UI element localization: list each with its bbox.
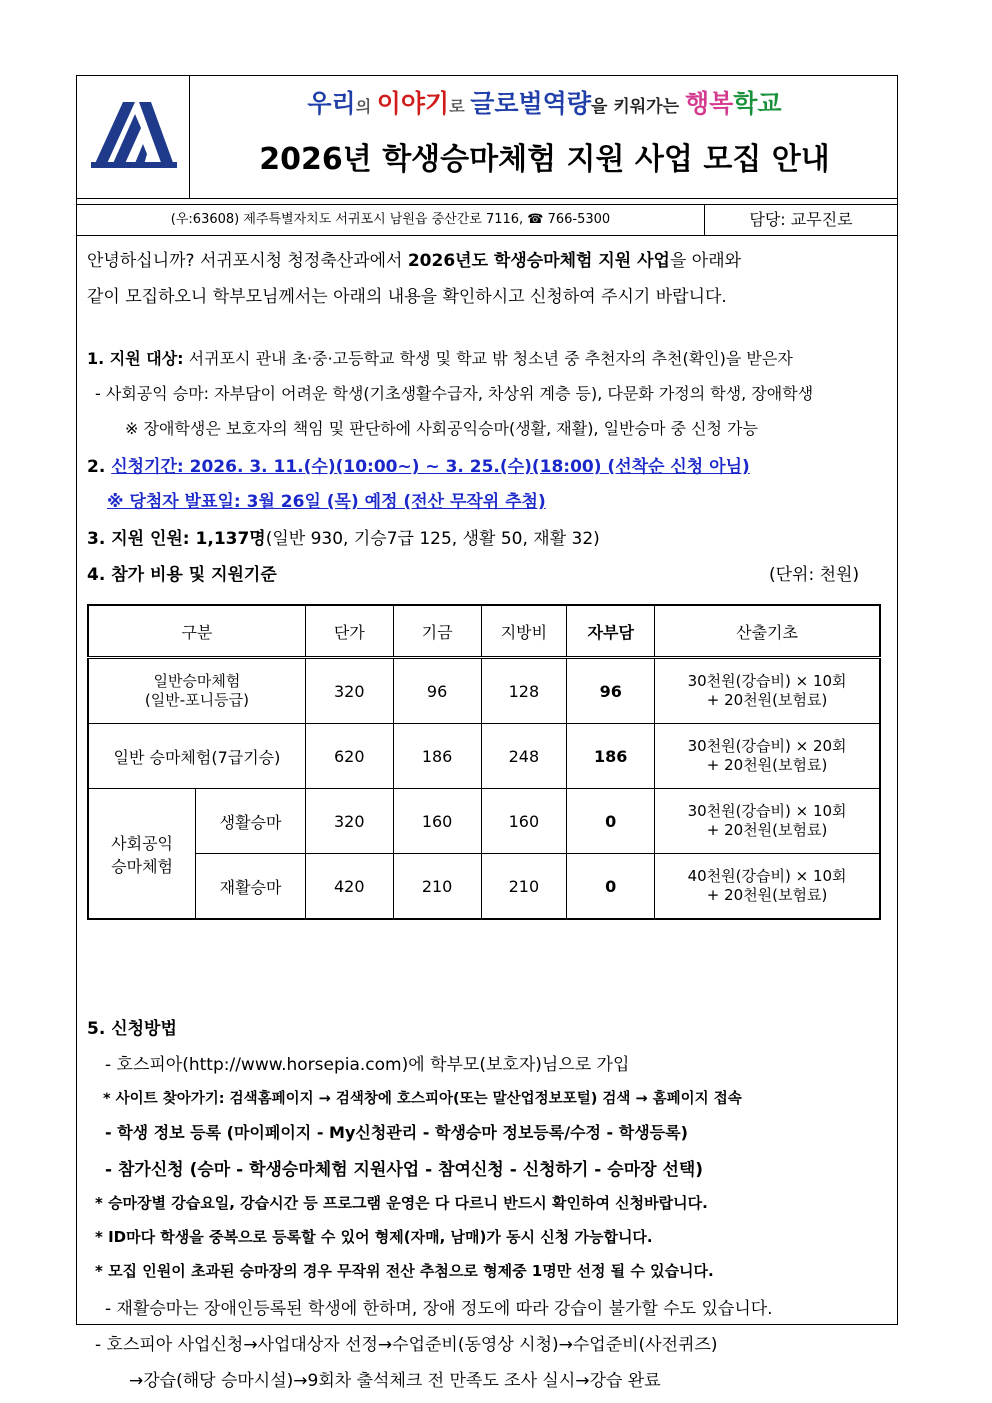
slogan-part: 글로벌역량 <box>470 89 591 118</box>
row-basis-line: + 20천원(보험료) <box>706 821 828 839</box>
row-basis-line: 40천원(강습비) × 10회 <box>687 867 847 885</box>
section-5-line: - 참가신청 (승마 - 학생승마체험 지원사업 - 참여신청 - 신청하기 - 승마장 선택) <box>105 1160 704 1180</box>
header-price: 단가 <box>305 605 393 658</box>
row-self: 0 <box>567 789 655 854</box>
school-logo <box>77 76 190 198</box>
intro-text: 을 아래와 <box>669 251 742 271</box>
section-2-note <box>107 487 546 512</box>
section-1 <box>87 346 793 369</box>
section-3-text: (일반 930, 기승7급 125, 생활 50, 재활 32) <box>265 529 600 549</box>
slogan-part: 을 키워가는 <box>591 97 685 117</box>
row-subcategory: 재활승마 <box>196 854 306 920</box>
row-basis <box>655 724 880 789</box>
section-5-line: * ID마다 학생을 중복으로 등록할 수 있어 형제(자매, 남매)가 동시 신청 가능합니다. <box>95 1228 653 1246</box>
section-2 <box>87 452 750 477</box>
slogan-part: 행복 <box>684 89 734 118</box>
table-row <box>88 789 880 854</box>
row-category-line: (일반-포니등급) <box>144 691 249 709</box>
slogan-part: 우리 <box>307 89 356 118</box>
slogan-part: 학교 <box>733 89 782 118</box>
school-logo-icon <box>77 76 190 198</box>
header <box>77 76 897 199</box>
slogan-part: 로 <box>449 97 471 116</box>
row-fund: 160 <box>393 789 481 854</box>
row-local: 248 <box>481 724 567 789</box>
section-3-label: 3. 지원 인원: 1,137명 <box>87 529 266 549</box>
table-row <box>88 724 880 789</box>
unit-label: (단위: 천원) <box>769 565 860 585</box>
section-3 <box>87 524 600 549</box>
row-basis-line: + 20천원(보험료) <box>706 756 828 774</box>
section-5-line: * 사이트 찾아가기: 검색홈페이지 → 검색창에 호스피아(또는 말산업정보포털) 검색 → 홈페이지 접속 <box>103 1091 742 1107</box>
group-category-line: 승마체험 <box>111 856 173 876</box>
row-basis <box>655 789 880 854</box>
section-5-line: * 승마장별 강습요일, 강습시간 등 프로그램 운영은 다 다르니 반드시 확인하여 신청바랍니다. <box>95 1194 708 1212</box>
row-price: 320 <box>305 789 393 854</box>
row-basis-line: 30천원(강습비) × 20회 <box>687 737 847 755</box>
row-local: 128 <box>481 658 567 724</box>
row-local: 160 <box>481 789 567 854</box>
row-self: 186 <box>567 724 655 789</box>
intro-line-2: 같이 모집하오니 학부모님께서는 아래의 내용을 확인하시고 신청하여 주시기 바랍니다. <box>87 287 727 307</box>
section-1-text: 서귀포시 관내 초·중·고등학교 학생 및 학교 밖 청소년 중 추천자의 추천(확인)을 받은자 <box>183 349 793 368</box>
intro-highlight: 2026년도 학생승마체험 지원 사업 <box>407 251 670 271</box>
row-self: 0 <box>567 854 655 920</box>
school-address: (우:63608) 제주특별자치도 서귀포시 남원읍 중산간로 7116, ☎ 766-5300 <box>77 205 705 235</box>
document-frame <box>76 75 898 1391</box>
row-price: 420 <box>305 854 393 920</box>
group-category-line: 사회공익 <box>111 833 173 853</box>
announcement-date: ※ 당첨자 발표일: 3월 26일 (목) 예정 (전산 무작위 추첨) <box>107 492 546 512</box>
section-5-line: - 학생 정보 등록 (마이페이지 - My신청관리 - 학생승마 정보등록/수정 - 학생등록) <box>105 1123 688 1142</box>
page-title: 2026년 학생승마체험 지원 사업 모집 안내 <box>259 142 830 177</box>
section-4-label: 4. 참가 비용 및 지원기준 <box>87 565 277 585</box>
row-basis-line: 30천원(강습비) × 10회 <box>687 672 847 690</box>
slogan-part: 이야기 <box>376 89 450 118</box>
table-header-row <box>88 605 880 658</box>
header-basis: 산출기초 <box>655 605 880 658</box>
header-fund: 기금 <box>393 605 481 658</box>
manager-label: 담당: 교무진로 <box>749 210 853 229</box>
row-basis-line: + 20천원(보험료) <box>706 886 828 904</box>
section-1-label: 1. 지원 대상: <box>87 349 184 368</box>
section-5-line: - 재활승마는 장애인등록된 학생에 한하며, 장애 정도에 따라 강습이 불가할 수도 있습니다. <box>105 1299 773 1319</box>
section-2-number: 2. <box>87 457 112 477</box>
row-subcategory: 생활승마 <box>196 789 306 854</box>
table-row <box>88 658 880 724</box>
row-basis-line: 30천원(강습비) × 10회 <box>687 802 847 820</box>
intro-line-1 <box>87 246 741 271</box>
section-5-label: 5. 신청방법 <box>87 1019 177 1039</box>
application-period: 신청기간: 2026. 3. 11.(수)(10:00~) ~ 3. 25.(수)(18:00) (선착순 신청 아님) <box>111 457 750 477</box>
header-self: 자부담 <box>567 605 655 658</box>
slogan-part: 의 <box>355 97 377 116</box>
header-local: 지방비 <box>481 605 567 658</box>
row-fund: 186 <box>393 724 481 789</box>
row-price: 620 <box>305 724 393 789</box>
row-basis <box>655 658 880 724</box>
group-category <box>88 789 196 920</box>
row-fund: 96 <box>393 658 481 724</box>
row-category: 일반 승마체험(7급기승) <box>88 724 305 789</box>
intro-text: 안녕하십니까? 서귀포시청 청정축산과에서 <box>87 251 408 271</box>
row-self: 96 <box>567 658 655 724</box>
contact-bar <box>77 204 897 236</box>
section-1-sub-2: ※ 장애학생은 보호자의 책임 및 판단하에 사회공익승마(생활, 재활), 일반승마 중 신청 가능 <box>125 419 758 438</box>
row-basis <box>655 854 880 920</box>
school-slogan <box>192 84 897 120</box>
section-5-line: →강습(해당 승마시설)→9회차 출석체크 전 만족도 조사 실시→강습 완료 <box>129 1371 661 1391</box>
section-5-line: - 호스피아 사업신청→사업대상자 선정→수업준비(동영상 시청)→수업준비(사전퀴즈) <box>95 1335 718 1355</box>
row-category <box>88 658 305 724</box>
section-5-line: - 호스피아(http://www.horsepia.com)에 학부모(보호자)님으로 가입 <box>105 1055 630 1075</box>
row-fund: 210 <box>393 854 481 920</box>
row-category-line: 일반승마체험 <box>153 672 241 690</box>
cost-table <box>87 604 881 920</box>
section-1-sub-1: - 사회공익 승마: 자부담이 어려운 학생(기초생활수급자, 차상위 계층 등), 다문화 가정의 학생, 장애학생 <box>95 384 814 403</box>
header-category: 구분 <box>88 605 305 658</box>
row-local: 210 <box>481 854 567 920</box>
section-5-line: * 모집 인원이 초과된 승마장의 경우 무작위 전산 추첨으로 형제중 1명만 선정 될 수 있습니다. <box>95 1262 714 1280</box>
table-row <box>88 854 880 920</box>
row-basis-line: + 20천원(보험료) <box>706 691 828 709</box>
row-price: 320 <box>305 658 393 724</box>
